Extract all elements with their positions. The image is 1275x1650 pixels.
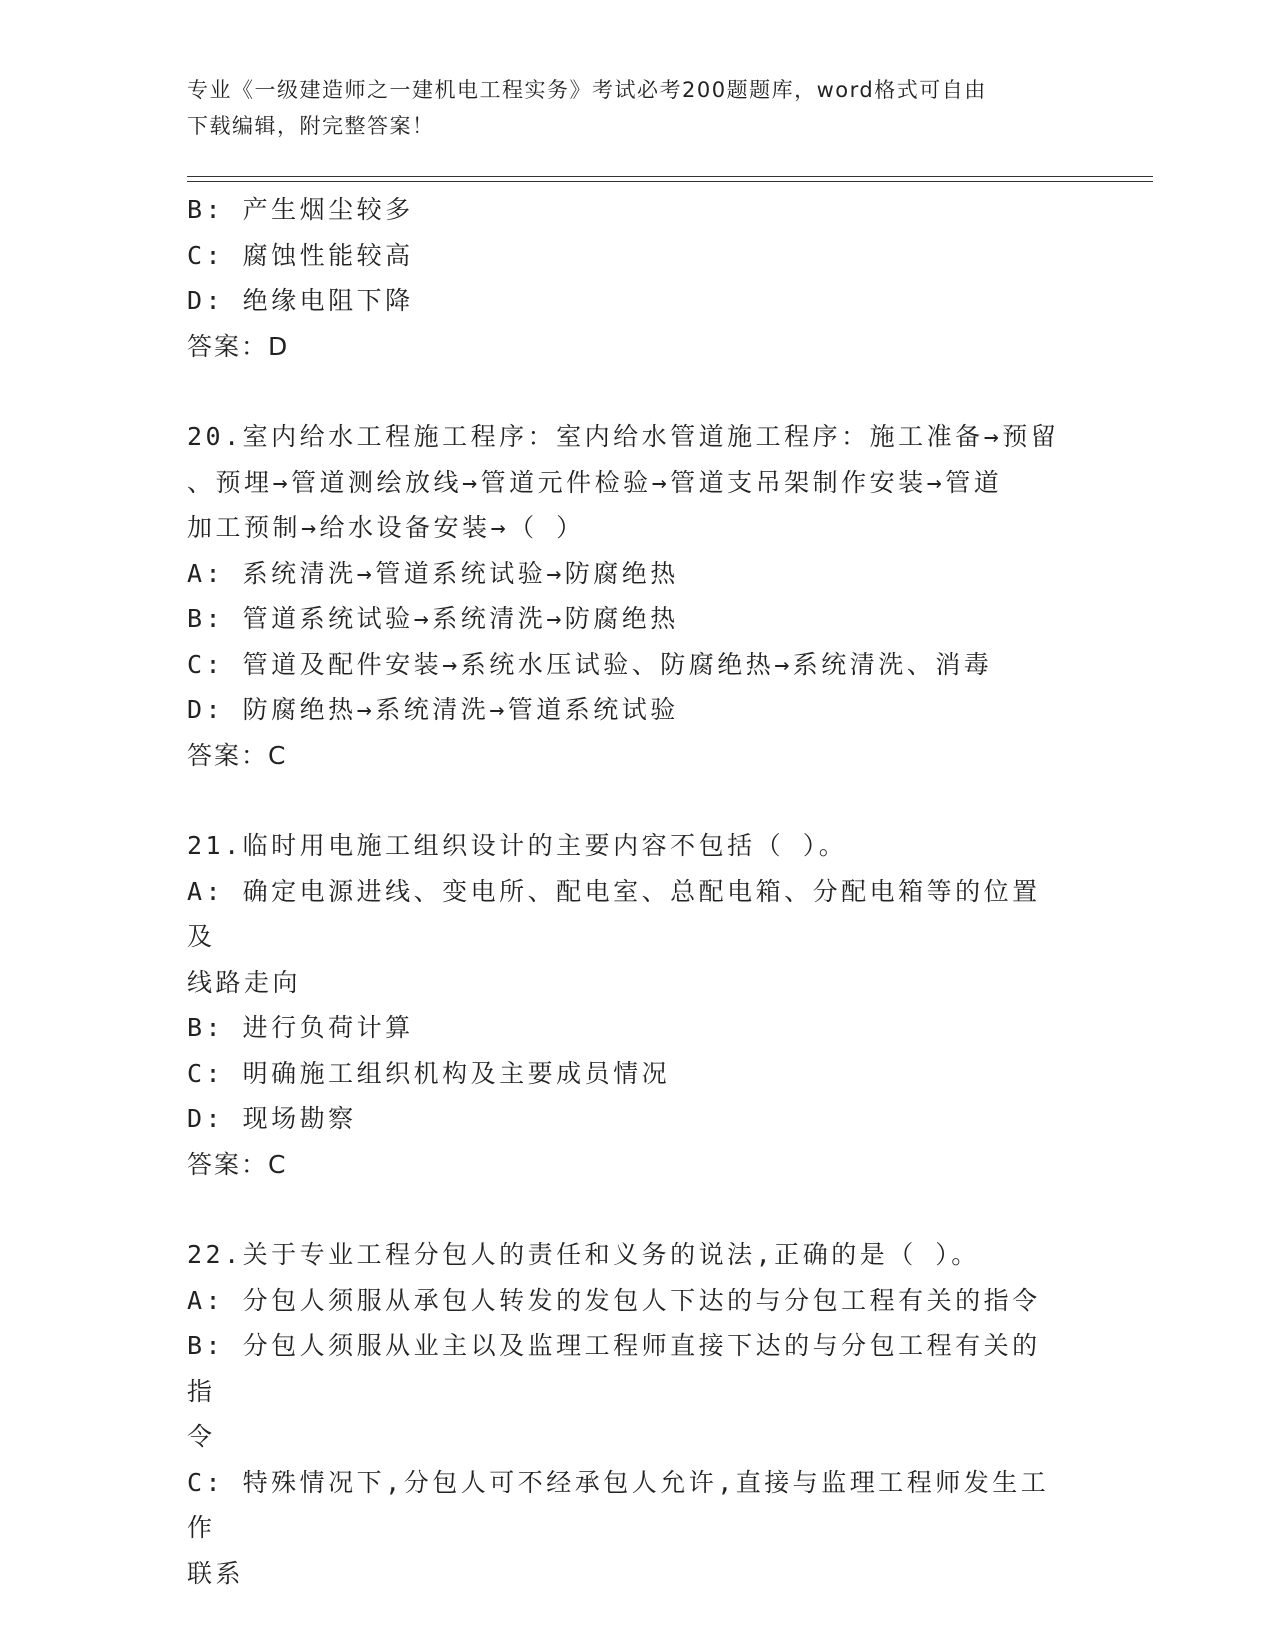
question-22-option-b-cont: 令 [187,1422,216,1451]
question-21-option-d: D: 现场勘察 [187,1104,357,1133]
question-21-option-a-cont: 线路走向 [187,967,302,997]
question-21-option-b: B: 进行负荷计算 [187,1013,414,1042]
option-b: B: 产生烟尘较多 [187,195,414,224]
question-21-option-a: A: 确定电源进线、变电所、配电室、总配电箱、分配电箱等的位置及 [187,876,1041,951]
question-20-answer: 答案：C [187,740,288,770]
question-20-option-d: D: 防腐绝热→系统清洗→管道系统试验 [187,695,679,724]
question-20-stem-line: 、预埋→管道测绘放线→管道元件检验→管道支吊架制作安装→管道 [187,467,1003,497]
question-21-answer: 答案：C [187,1149,288,1179]
header-line-2: 下载编辑，附完整答案！ [187,114,435,138]
question-content [187,187,1067,1596]
question-22-option-c-cont: 联系 [187,1558,245,1588]
question-21-stem: 21.临时用电施工组织设计的主要内容不包括（ ）。 [187,831,848,860]
question-22-stem: 22.关于专业工程分包人的责任和义务的说法,正确的是（ ）。 [187,1240,980,1269]
question-20-stem-line: 20.室内给水工程施工程序：室内给水管道施工程序：施工准备→预留 [187,422,1060,451]
question-20-option-c: C: 管道及配件安装→系统水压试验、防腐绝热→系统清洗、消毒 [187,649,993,679]
spacer [187,778,1067,823]
document-header [187,72,1067,144]
spacer [187,369,1067,414]
option-c: C: 腐蚀性能较高 [187,240,414,270]
question-20-stem-line: 加工预制→给水设备安装→（ ） [187,513,585,542]
question-21-option-c: C: 明确施工组织机构及主要成员情况 [187,1058,671,1088]
question-22-option-b: B: 分包人须服从业主以及监理工程师直接下达的与分包工程有关的指 [187,1331,1041,1406]
question-22-option-c: C: 特殊情况下,分包人可不经承包人允许,直接与监理工程师发生工作 [187,1467,1050,1542]
header-rule-bottom [187,181,1153,182]
header-line-1: 专业《一级建造师之一建机电工程实务》考试必考200题题库，word格式可自由 [187,78,987,102]
spacer [187,1187,1067,1232]
question-20-option-b: B: 管道系统试验→系统清洗→防腐绝热 [187,604,679,633]
question-22-option-a: A: 分包人须服从承包人转发的发包人下达的与分包工程有关的指令 [187,1285,1041,1315]
question-20-option-a: A: 系统清洗→管道系统试验→防腐绝热 [187,558,679,588]
answer-line: 答案：D [187,331,290,361]
header-rule-top [187,176,1153,177]
option-d: D: 绝缘电阻下降 [187,286,414,315]
